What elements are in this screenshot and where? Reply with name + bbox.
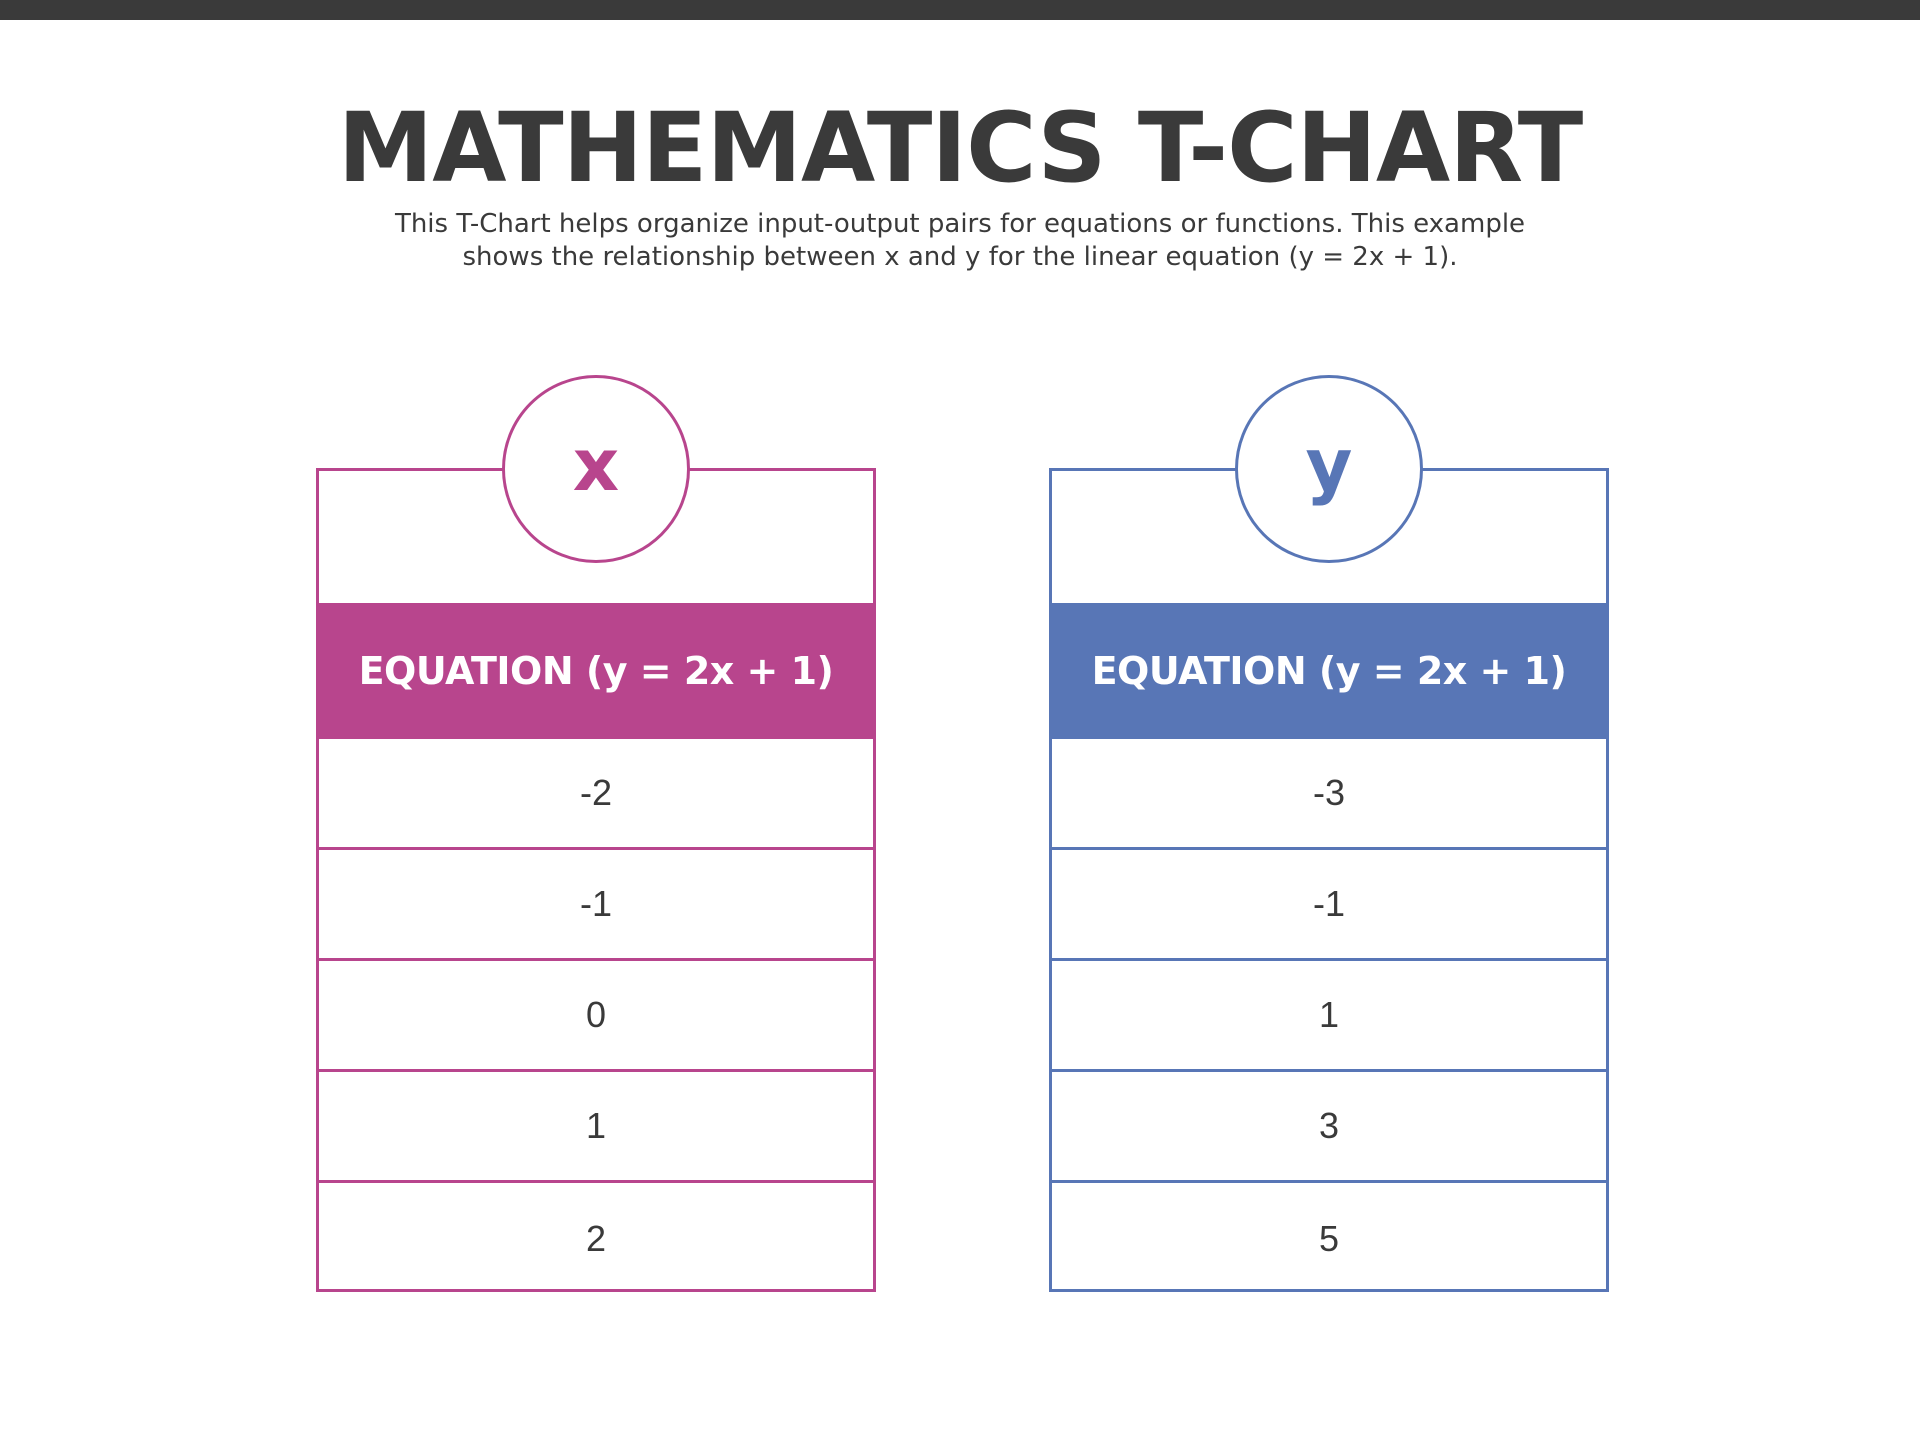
table-row bbox=[319, 1183, 873, 1294]
table-row bbox=[319, 961, 873, 1072]
table-row bbox=[1052, 961, 1606, 1072]
x-column-label: x bbox=[572, 423, 620, 507]
table-row bbox=[1052, 1183, 1606, 1294]
table-row bbox=[319, 1072, 873, 1183]
table-row bbox=[1052, 850, 1606, 961]
x-column-box bbox=[316, 468, 876, 1292]
y-value: 5 bbox=[1318, 1217, 1340, 1259]
page-title: MATHEMATICS T-CHART bbox=[337, 92, 1583, 204]
y-column-label: y bbox=[1305, 423, 1353, 507]
page-subtitle: This T-Chart helps organize input-output pairs for equations or functions. This example shows the relationship between x and y for the linear equation (y = 2x + 1). bbox=[394, 209, 1526, 272]
x-value: 0 bbox=[585, 994, 607, 1035]
y-column-rows bbox=[1052, 739, 1606, 1294]
table-row bbox=[319, 850, 873, 961]
x-value: -2 bbox=[579, 772, 612, 813]
y-value: 3 bbox=[1318, 1105, 1340, 1146]
x-value: 2 bbox=[585, 1217, 607, 1259]
y-column bbox=[1049, 372, 1609, 1292]
x-value: 1 bbox=[585, 1105, 607, 1146]
y-column-box bbox=[1049, 468, 1609, 1292]
top-bar bbox=[0, 0, 1920, 20]
table-row bbox=[1052, 1072, 1606, 1183]
x-column bbox=[316, 372, 876, 1292]
x-value: -1 bbox=[579, 883, 612, 924]
x-column-badge bbox=[502, 375, 690, 563]
x-column-header bbox=[319, 603, 873, 739]
table-row bbox=[319, 739, 873, 850]
y-column-header bbox=[1052, 603, 1606, 739]
table-row bbox=[1052, 739, 1606, 850]
x-column-rows bbox=[319, 739, 873, 1294]
y-value: -1 bbox=[1312, 883, 1345, 924]
y-column-badge bbox=[1235, 375, 1423, 563]
y-column-header-label: EQUATION (y = 2x + 1) bbox=[1091, 649, 1567, 693]
y-value: -3 bbox=[1312, 772, 1345, 813]
x-column-header-label: EQUATION (y = 2x + 1) bbox=[358, 649, 834, 693]
y-value: 1 bbox=[1318, 994, 1340, 1035]
